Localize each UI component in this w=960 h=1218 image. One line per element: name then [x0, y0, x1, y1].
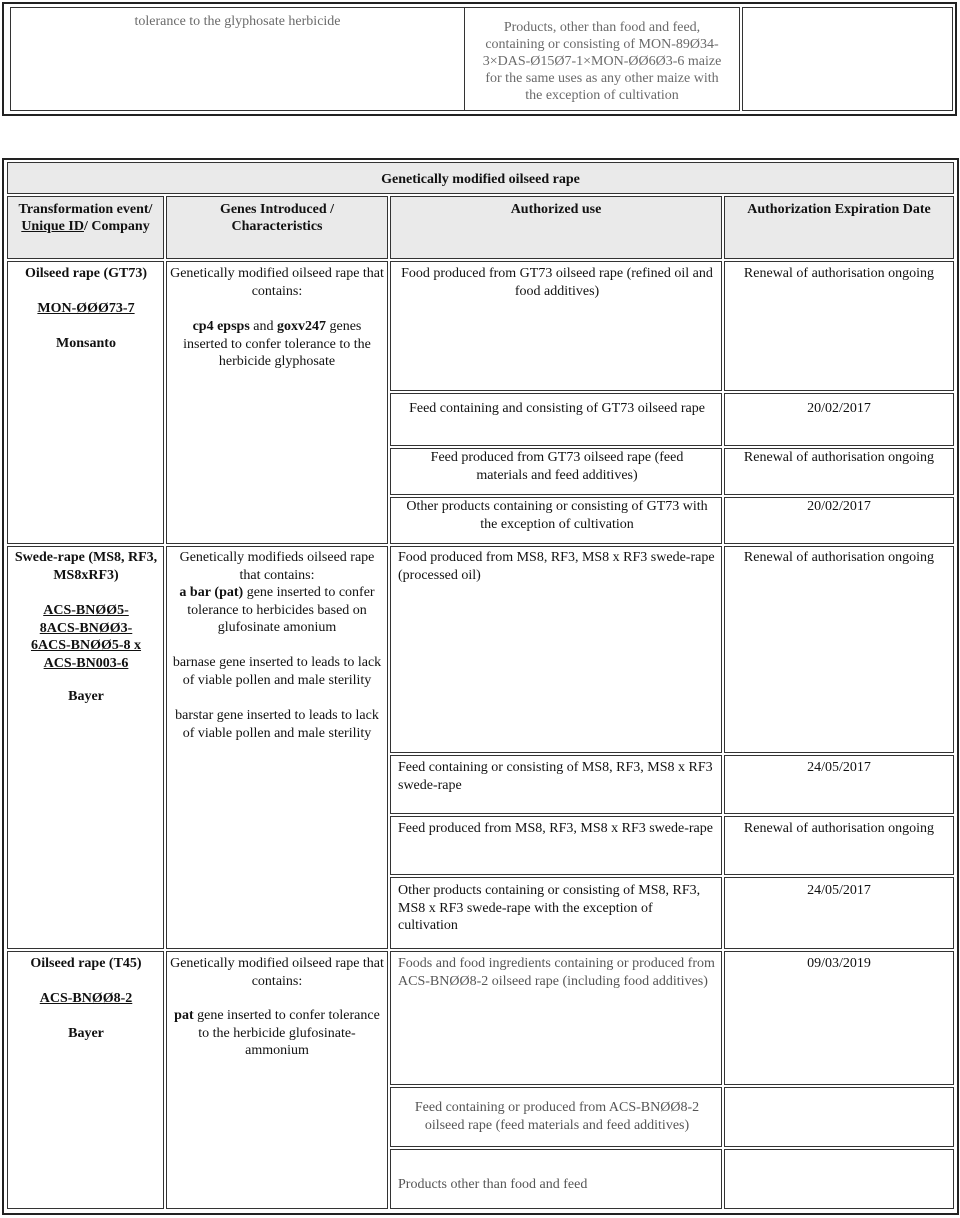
use-text: Products other than food and feed: [398, 1177, 588, 1192]
genes-description: [169, 1007, 385, 1060]
authorized-use-cell: [464, 7, 740, 111]
genes-description: [169, 318, 385, 371]
date-text: 24/05/2017: [807, 883, 871, 898]
company-name: Bayer: [68, 689, 104, 704]
date-cell: [724, 1087, 954, 1147]
date-text: 20/02/2017: [807, 499, 871, 514]
previous-table-fragment: [2, 2, 957, 116]
header-event: [7, 196, 164, 259]
gene-name: (pat): [214, 585, 244, 600]
header-event-text: Transformation event/: [18, 202, 153, 217]
gm-oilseed-rape-table: [2, 158, 959, 1215]
date-cell: [724, 1149, 954, 1209]
barnase-description: barnase gene inserted to leads to lack of viable pollen and male sterility: [172, 655, 382, 688]
company-name: Monsanto: [56, 336, 116, 351]
unique-id: MON-ØØØ73-7: [37, 301, 135, 316]
table-title-text: Genetically modified oilseed rape: [381, 172, 580, 187]
use-text: Feed containing and consisting of GT73 oilseed rape: [409, 401, 705, 416]
header-use: [390, 196, 722, 259]
unique-id: ACS-BNØØ5-8ACS-BNØØ3-6ACS-BNØØ5-8 x ACS-BN003-6: [30, 603, 142, 671]
use-text: Feed produced from MS8, RF3, MS8 x RF3 swede-rape: [398, 821, 713, 836]
trait-cell: [10, 7, 465, 111]
genes-purpose: genes inserted to confer tolerance to the herbicide glyphosate: [183, 319, 371, 369]
use-text: Other products containing or consisting of MS8, RF3, MS8 x RF3 swede-rape with the exception of cultivation: [398, 883, 701, 933]
use-text: Feed containing or consisting of MS8, RF3, MS8 x RF3 swede-rape: [398, 760, 713, 793]
use-text: Foods and food ingredients containing or produced from ACS-BNØØ8-2 oilseed rape (including food additives): [398, 956, 715, 989]
date-text: Renewal of authorisation ongoing: [743, 450, 935, 465]
event-name: Oilseed rape (GT73): [24, 266, 148, 281]
date-text: 09/03/2019: [807, 956, 871, 971]
gene-name: pat: [174, 1008, 194, 1023]
header-company-text: / Company: [83, 219, 150, 234]
company-name: Bayer: [68, 1026, 104, 1041]
header-genes-text: Genes Introduced / Characteristics: [219, 202, 335, 234]
event-name: Swede-rape (MS8, RF3, MS8xRF3): [14, 550, 158, 583]
date-text: Renewal of authorisation ongoing: [743, 821, 935, 836]
empty-date-cell: [742, 7, 953, 111]
date-text: Renewal of authorisation ongoing: [743, 266, 935, 281]
trait-text: tolerance to the glyphosate herbicide: [134, 14, 341, 29]
date-text: 20/02/2017: [807, 401, 871, 416]
genes-intro: Genetically modifieds oilseed rape that contains:: [179, 550, 375, 583]
gene-name: cp4 epsps: [192, 319, 250, 334]
genes-cell-gt73: [166, 261, 388, 544]
header-expiry: [724, 196, 954, 259]
header-unique-id: Unique ID: [21, 219, 84, 234]
genes-intro: Genetically modified oilseed rape that contains:: [170, 266, 384, 299]
use-text: Feed produced from GT73 oilseed rape (feed materials and feed additives): [430, 450, 684, 483]
use-text: Feed containing or produced from ACS-BNØØ8-2 oilseed rape (feed materials and feed additives): [414, 1100, 700, 1133]
genes-description: [169, 584, 385, 637]
barstar-description: barstar gene inserted to leads to lack of viable pollen and male sterility: [175, 708, 379, 741]
date-text: Renewal of authorisation ongoing: [743, 550, 935, 565]
genes-purpose: gene inserted to confer tolerance to herbicides based on glufosinate amonium: [187, 585, 375, 635]
date-text: 24/05/2017: [807, 760, 871, 775]
header-genes: [166, 196, 388, 259]
gene-name: a bar: [179, 585, 211, 600]
header-use-text: Authorized use: [510, 202, 602, 217]
use-text: Food produced from MS8, RF3, MS8 x RF3 swede-rape (processed oil): [398, 550, 715, 583]
genes-purpose: gene inserted to confer tolerance to the herbicide glufosinate-ammonium: [193, 1008, 380, 1058]
gene-name: goxv247: [277, 319, 326, 334]
event-name: Oilseed rape (T45): [30, 956, 142, 971]
use-text: Products, other than food and feed, containing or consisting of MON-89Ø34-3×DAS-Ø15Ø7-1×MON-ØØ6Ø3-6 maize for the same uses as any other maize with the exception of cultivation: [482, 20, 722, 103]
date-cell: [724, 546, 954, 753]
genes-connector: and: [249, 319, 277, 334]
genes-intro: Genetically modified oilseed rape that contains:: [170, 956, 384, 989]
table-title: [7, 162, 954, 194]
header-expiry-text: Authorization Expiration Date: [747, 202, 931, 217]
use-text: Other products containing or consisting of GT73 with the exception of cultivation: [406, 499, 708, 532]
unique-id: ACS-BNØØ8-2: [39, 991, 133, 1006]
use-text: Food produced from GT73 oilseed rape (refined oil and food additives): [401, 266, 713, 299]
